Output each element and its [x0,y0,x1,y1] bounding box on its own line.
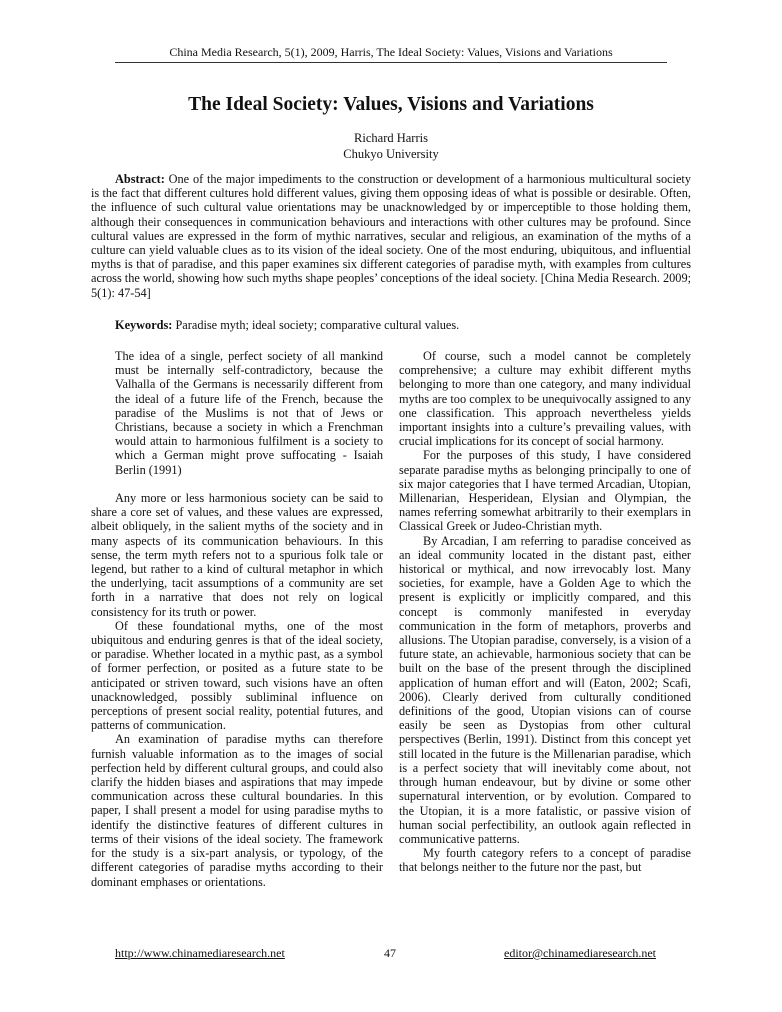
body-paragraph: An examination of paradise myths can therefore furnish valuable information as to the images of social perfection held by different cultural groups, and could also clarify the hidden biases and aspirations that may impede communication across these cultural boundaries. In this paper, I shall present a model for using paradise myths to identify the distinctive features of different cultures in terms of their visions of the ideal society. The framework for the study is a six-part analysis, or typology, of the different categories of paradise myths according to their dominant emphases or orientations. [91,732,383,889]
left-column [91,349,383,889]
page-number: 47 [384,946,396,960]
editor-email-link[interactable]: editor@chinamediaresearch.net [504,946,656,960]
abstract-text: One of the major impediments to the construction or development of a harmonious multicultural society is the fact that different cultures hold different values, giving them opposing ideas of what is possible or desirable. Often, the influence of such cultural value orientations may be unacknowledged by or imperceptible to those holding them, although their consequences in communication behaviours and interactions with other cultures may be profound. Since cultural values are expressed in the form of mythic narratives, secular and religious, an examination of the myths of a culture can yield valuable clues as to its vision of the ideal society. One of the most enduring, ubiquitous, and influential myths is that of paradise, and this paper examines six different categories of paradise myth, with examples from cultures across the world, showing how such myths shape peoples’ conceptions of the ideal society. [China Media Research. 2009; 5(1): 47-54] [91,172,692,300]
body-paragraph: Of course, such a model cannot be completely comprehensive; a culture may exhibit different myths belonging to more than one category, and many individual myths are too complex to be unequivocally assigned to any one classification. This approach nevertheless yields important insights into a culture’s prevailing values, with crucial implications for its concept of social harmony. [399,349,691,449]
body-paragraph: By Arcadian, I am referring to paradise conceived as an ideal community located in the distant past, either historical or mythical, and now irrevocably lost. Many societies, for example, have a Golden Age to which the present is explicitly or implicitly compared, and this concept is commonly manifested in everyday communication in the form of metaphors, proverbs and allusions. The Utopian paradise, conversely, is a vision of a future state, an achievable, harmonious society that can be built on the base of the present through the disciplined application of human effort and will (Eaton, 2002; Scafi, 2006). Clearly derived from culturally conditioned definitions of the good, Utopian visions can of course easily be seen as Dystopias from other cultural perspectives (Berlin, 1991). Distinct from this concept yet still located in the future is the Millenarian paradise, which is a perfect society that will inevitably come about, not through human endeavour, but by divine or some other supernatural intervention, or by evolution. Compared to the Utopian, it is a more fatalistic, or passive vision of human social perfectibility, an outlook again reflected in communicative patterns. [399,533,691,846]
body-paragraph: My fourth category refers to a concept of paradise that belongs neither to the future nor the past, but [399,846,691,875]
keywords [115,318,691,332]
body-paragraph: Of these foundational myths, one of the most ubiquitous and enduring genres is that of the ideal society, or paradise. Whether located in a mythic past, as a symbol of former perfection, or posited as a future state to be anticipated or striven toward, such visions have an often unacknowledged, possibly subliminal influence on perceptions of present social reality, potential futures, and patterns of communication. [91,618,383,733]
journal-url-link[interactable]: http://www.chinamediaresearch.net [115,946,285,960]
author-name: Richard Harris [354,131,428,145]
header-rule [115,62,667,63]
body-paragraph: Any more or less harmonious society can be said to share a core set of values, and these values are expressed, albeit obliquely, in the salient myths of the society and in many aspects of its communication behaviours. In this sense, the term myth refers not to a spurious folk tale or legend, but rather to a kind of cultural metaphor in which the underlying, tacit assumptions of a community are set forth in a narrative that does not rely on logical consistency for its truth or power. [91,491,383,619]
abstract-label: Abstract: [115,172,165,186]
right-column [399,349,691,875]
keywords-label: Keywords: [115,318,173,332]
paper-title: The Ideal Society: Values, Visions and Variations [188,94,594,115]
running-head: China Media Research, 5(1), 2009, Harris, The Ideal Society: Values, Visions and Variations [169,45,613,59]
abstract [91,172,691,300]
author-affiliation: Chukyo University [343,147,439,161]
body-paragraph: For the purposes of this study, I have considered separate paradise myths as belonging principally to one of six major categories that I have termed Arcadian, Utopian, Millenarian, Hesperidean, Elysian and Olympian, the names referring somewhat arbitrarily to their exemplars in Classical Greek or Judeo-Christian myth. [399,448,691,534]
keywords-text: Paradise myth; ideal society; comparative cultural values. [175,318,460,332]
epigraph: The idea of a single, perfect society of all mankind must be internally self-contradictory, because the Valhalla of the Germans is necessarily different from the ideal of a future life of the French, because the paradise of the Muslims is not that of Jews or Christians, because a society in which a Frenchman would attain to harmonious fulfilment is a society to which a German might prove suffocating - Isaiah Berlin (1991) [115,349,383,477]
